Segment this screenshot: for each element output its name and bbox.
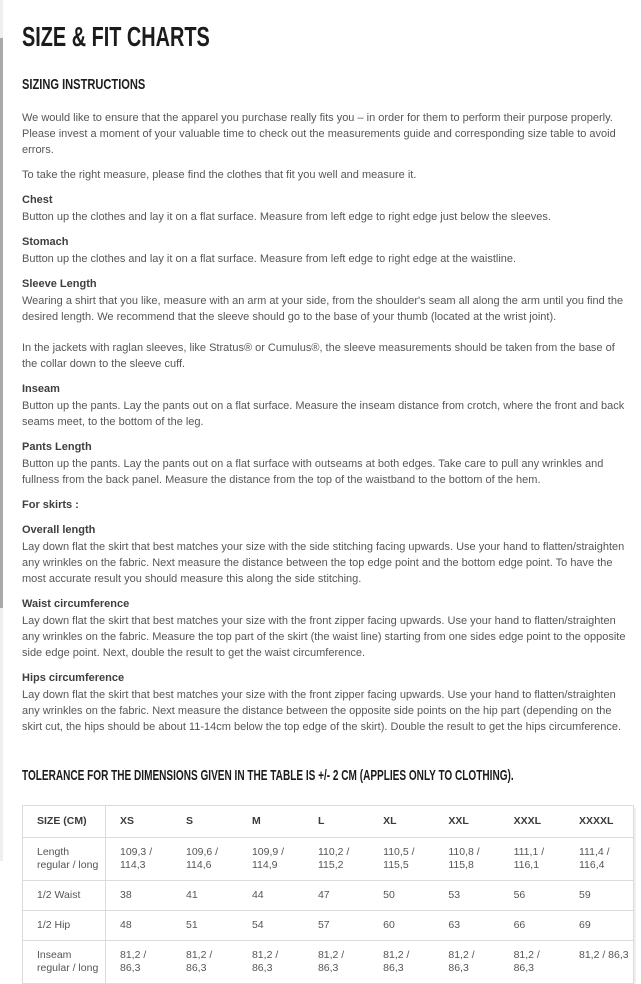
size-table-cell: 81,2 / 86,3	[106, 941, 172, 984]
size-table-cell: 38	[106, 881, 172, 911]
instruction-label: Hips circumference	[22, 672, 125, 684]
size-table-column-header: XL	[369, 806, 434, 838]
size-table-cell: 50	[369, 881, 434, 911]
size-table-cell: 81,2 / 86,3	[172, 941, 238, 984]
size-table-cell: 57	[304, 911, 369, 941]
intro-paragraph: To take the right measure, please find the clothes that fit you well and measure it.	[22, 169, 417, 181]
sizing-instructions-heading: SIZING INSTRUCTIONS	[22, 76, 146, 93]
size-table-cell: 81,2 / 86,3	[304, 941, 369, 984]
instruction-section	[22, 381, 627, 430]
size-table-cell: 53	[434, 881, 499, 911]
size-table-row-label: Length regular / long	[23, 838, 106, 881]
instruction-text: Lay down flat the skirt that best matches your size with the front zipper facing upwards. Use your hand to flatten/straighten any wrinkles on the fabric. Measure the top part of the skirt (the waist line) starting from one sides edge point to the opposite side edge point. Next, double the result to get the waist circumference.	[22, 615, 626, 659]
instruction-section	[22, 497, 627, 513]
size-table-column-header: XXXXL	[565, 806, 634, 838]
instruction-label: Pants Length	[22, 441, 92, 453]
instruction-text: Button up the clothes and lay it on a flat surface. Measure from left edge to right edge at the waistline.	[22, 253, 517, 265]
size-table-cell: 81,2 / 86,3	[500, 941, 565, 984]
size-table-cell: 44	[238, 881, 304, 911]
instruction-text: Button up the pants. Lay the pants out on a flat surface. Measure the inseam distance from crotch, where the front and back seams meet, to the bottom of the leg.	[22, 400, 625, 428]
instruction-section	[22, 234, 627, 267]
size-table-cell: 109,3 / 114,3	[120, 846, 153, 871]
instruction-text: Button up the pants. Lay the pants out on a flat surface with outseams at both edges. Take care to pull any wrinkles and fullness from the back panel. Measure the distance from the top of the waistband to the bottom of the hem.	[22, 458, 604, 486]
size-table-row	[23, 881, 634, 911]
size-table-cell: 111,4 / 116,4	[578, 846, 610, 871]
size-table-cell: 81,2 / 86,3	[565, 941, 634, 984]
size-table-cell: 81,2 / 86,3	[238, 941, 304, 984]
size-table-header-row	[23, 806, 634, 838]
size-table-cell: 69	[565, 911, 634, 941]
size-table-corner-header: SIZE (CM)	[23, 806, 106, 838]
size-table-cell: 66	[500, 911, 565, 941]
size-table-cell: 110,2 / 115,2	[317, 846, 350, 871]
instruction-section	[22, 670, 627, 735]
size-table-column-header: S	[172, 806, 238, 838]
instruction-label: Inseam	[22, 383, 60, 395]
size-table-wrap	[22, 805, 627, 984]
size-table-cell: 54	[238, 911, 304, 941]
size-table-cell: 47	[304, 881, 369, 911]
size-table-row	[23, 911, 634, 941]
size-table-row-label: 1/2 Hip	[23, 911, 106, 941]
instruction-label: For skirts :	[22, 499, 79, 511]
size-table-cell: 48	[106, 911, 172, 941]
instruction-section	[22, 192, 627, 225]
intro-paragraph: We would like to ensure that the apparel you purchase really fits you – in order for them to perform their purpose properly. Please invest a moment of your valuable time to check out the measurements guide and corresponding size table to avoid errors.	[22, 112, 616, 156]
size-table-cell: 109,6 / 114,6	[185, 846, 219, 871]
size-table-row	[23, 941, 634, 984]
instruction-section	[22, 596, 627, 661]
size-table-cell: 110,8 / 115,8	[448, 846, 480, 871]
instruction-label: Waist circumference	[22, 598, 130, 610]
size-table-cell: 56	[500, 881, 565, 911]
instruction-text: Lay down flat the skirt that best matches your size with the front zipper facing upwards. Use your hand to flatten/straighten any wrinkles on the fabric. Next measure the distance between the opposite side points on the hip part (depending on the skirt cut, the hips should be about 11-14cm below the top edge of the skirt). Double the result to get the hips circumference.	[22, 689, 622, 733]
size-table-column-header: XXXL	[500, 806, 565, 838]
size-table-column-header: M	[238, 806, 304, 838]
size-table-row	[23, 838, 634, 881]
size-table-cell: 51	[172, 911, 238, 941]
size-table-body	[23, 838, 634, 984]
size-table-cell: 81,2 / 86,3	[434, 941, 499, 984]
size-table-cell: 81,2 / 86,3	[369, 941, 434, 984]
instruction-section	[22, 276, 627, 372]
instruction-text: Wearing a shirt that you like, measure with an arm at your side, from the shoulder's seam all along the arm until you find the desired length. We recommend that the sleeve should go to the base of your thumb (located at the wrist joint).	[22, 295, 624, 323]
instruction-label: Overall length	[22, 524, 96, 536]
size-table-row-label: 1/2 Waist	[23, 881, 106, 911]
instruction-text: Lay down flat the skirt that best matches your size with the side stitching facing upwards. Use your hand to flatten/straighten any wrinkles on the fabric. Next measure the distance between the top edge point and the bottom edge point. To have the most accurate result you should measure this along the side stitching.	[22, 541, 625, 585]
size-table-cell: 59	[565, 881, 634, 911]
instruction-label: Chest	[22, 194, 53, 206]
size-table-cell: 41	[172, 881, 238, 911]
instruction-text: Button up the clothes and lay it on a flat surface. Measure from left edge to right edge just below the sleeves.	[22, 211, 551, 223]
intro-paragraphs	[22, 110, 627, 183]
size-table-header	[23, 806, 634, 838]
instruction-section	[22, 522, 627, 587]
size-table-cell: 111,1 / 116,1	[513, 846, 545, 871]
page-title: SIZE & FIT CHARTS	[22, 21, 210, 52]
size-table-cell: 60	[369, 911, 434, 941]
instruction-section	[22, 439, 627, 488]
size-table-cell: 63	[434, 911, 499, 941]
instruction-text: In the jackets with raglan sleeves, like Stratus® or Cumulus®, the sleeve measurements should be taken from the base of the collar down to the sleeve cuff.	[22, 342, 615, 370]
tolerance-heading: TOLERANCE FOR THE DIMENSIONS GIVEN IN THE TABLE IS +/- 2 CM (APPLIES ONLY TO CLOTHING).	[22, 767, 514, 784]
size-table	[22, 805, 634, 984]
size-table-column-header: L	[304, 806, 369, 838]
instruction-label: Stomach	[22, 236, 69, 248]
size-table-column-header: XXL	[434, 806, 499, 838]
size-table-column-header: XS	[106, 806, 172, 838]
size-table-row-label: Inseam regular / long	[23, 941, 106, 984]
size-table-cell: 109,9 / 114,9	[251, 846, 285, 871]
size-table-cell: 110,5 / 115,5	[383, 846, 415, 871]
instruction-label: Sleeve Length	[22, 278, 97, 290]
measurement-instructions	[22, 192, 627, 735]
